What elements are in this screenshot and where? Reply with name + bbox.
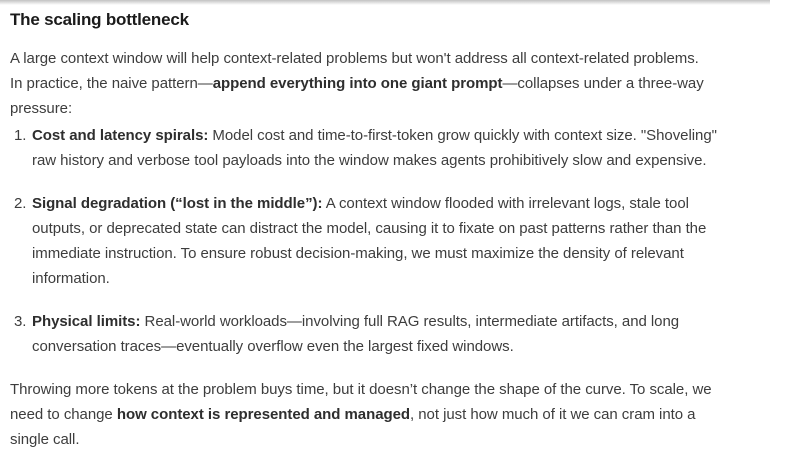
- list-item-text: Cost and latency spirals: Model cost and time-to-first-token grow quickly with context size. "Shoveling" raw history and verbose tool payloads into the window makes agents prohibitively slow and expensive.: [32, 127, 717, 169]
- numbered-list: [10, 123, 790, 359]
- list-item-text: Signal degradation (“lost in the middle”): A context window flooded with irrelevant logs, stale tool outputs, or deprecated state can distract the model, causing it to fixate on past patterns rather than the immediate instruction. To ensure robust decision-making, we must maximize the density of relevant information.: [32, 195, 707, 287]
- list-item-number: 1.: [14, 127, 27, 144]
- intro-paragraph: A large context window will help context-related problems but won't address all context-related problems. In practice, the naive pattern—append everything into one giant prompt—collapses under a three-way pressure:: [10, 50, 704, 117]
- section-top-divider: [0, 0, 770, 5]
- list-item-number: 2.: [14, 195, 27, 212]
- section-heading: The scaling bottleneck: [10, 10, 189, 29]
- list-item-physical-limits: [10, 309, 790, 359]
- list-item-signal-degradation: [10, 191, 790, 291]
- list-item-text: Physical limits: Real-world workloads—involving full RAG results, intermediate artifacts, and long conversation traces—eventually overflow even the largest fixed windows.: [32, 313, 680, 355]
- list-item-cost-latency: [10, 123, 790, 173]
- list-item-number: 3.: [14, 313, 27, 330]
- outro-paragraph: Throwing more tokens at the problem buys time, but it doesn’t change the shape of the curve. To scale, we need to change how context is represented and managed, not just how much of it we can cram into a single call.: [10, 381, 712, 448]
- article-section: [0, 8, 800, 452]
